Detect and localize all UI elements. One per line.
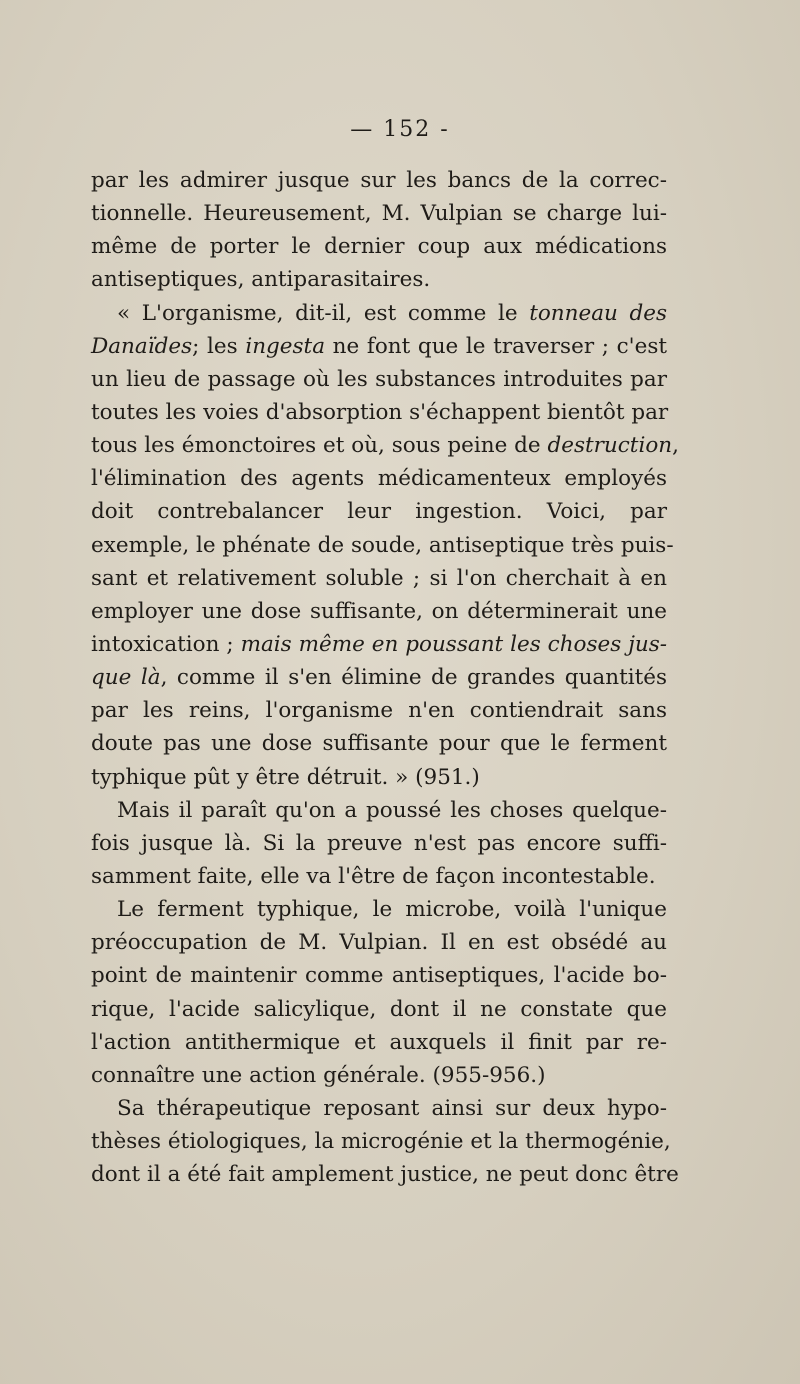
text-line: tous les émonctoires et où, sous peine de destruction, bbox=[91, 433, 679, 459]
text-line: samment faite, elle va l'être de façon incontestable. bbox=[91, 863, 656, 889]
text-line: que là, comme il s'en élimine de grandes quantités bbox=[91, 665, 667, 691]
text-line: intoxication ; mais même en poussant les choses jus- bbox=[91, 631, 668, 657]
text-line: Mais il paraît qu'on a poussé les choses quelque- bbox=[117, 797, 667, 823]
text-line: toutes les voies d'absorption s'échappent bientôt par bbox=[91, 399, 669, 425]
text-line: l'action antithermique et auxquels il finit par re- bbox=[91, 1029, 667, 1055]
text-line: connaître une action générale. (955-956.) bbox=[91, 1062, 546, 1088]
text-line: l'élimination des agents médicamenteux employés bbox=[91, 466, 667, 492]
text-line: employer une dose suffisante, on déterminerait une bbox=[91, 598, 667, 624]
text-line: thèses étiologiques, la microgénie et la thermogénie, bbox=[91, 1129, 671, 1155]
text-line: antiseptiques, antiparasitaires. bbox=[91, 267, 431, 293]
text-line: même de porter le dernier coup aux médications bbox=[91, 234, 667, 260]
text-line: doit contrebalancer leur ingestion. Voici, par bbox=[91, 499, 667, 525]
text-line: par les admirer jusque sur les bancs de la correc- bbox=[91, 168, 667, 193]
text-line: Danaïdes; les ingesta ne font que le traverser ; c'est bbox=[91, 333, 667, 359]
text-line: sant et relativement soluble ; si l'on cherchait à en bbox=[91, 565, 667, 591]
text-line: dont il a été fait amplement justice, ne peut donc être bbox=[91, 1162, 679, 1188]
text-line: fois jusque là. Si la preuve n'est pas encore suffi- bbox=[91, 830, 667, 856]
text-line: par les reins, l'organisme n'en contiendrait sans bbox=[91, 698, 667, 724]
text-line: « L'organisme, dit-il, est comme le tonneau des bbox=[117, 300, 667, 326]
text-line: préoccupation de M. Vulpian. Il en est obsédé au bbox=[91, 930, 667, 956]
page-number: — 152 - bbox=[350, 117, 450, 142]
text-line: exemple, le phénate de soude, antiseptique très puis- bbox=[91, 532, 674, 558]
text-line: Le ferment typhique, le microbe, voilà l'unique bbox=[117, 897, 667, 923]
text-line: un lieu de passage où les substances introduites par bbox=[91, 366, 667, 392]
text-line: typhique pût y être détruit. » (951.) bbox=[91, 764, 480, 790]
text-line: Sa thérapeutique reposant ainsi sur deux hypo- bbox=[117, 1095, 667, 1121]
text-line: doute pas une dose suffisante pour que le ferment bbox=[91, 731, 667, 757]
text-line: rique, l'acide salicylique, dont il ne constate que bbox=[91, 996, 667, 1022]
text-line: tionnelle. Heureusement, M. Vulpian se charge lui- bbox=[91, 201, 667, 227]
text-line: point de maintenir comme antiseptiques, l'acide bo- bbox=[91, 963, 667, 989]
body-text bbox=[91, 164, 679, 1191]
